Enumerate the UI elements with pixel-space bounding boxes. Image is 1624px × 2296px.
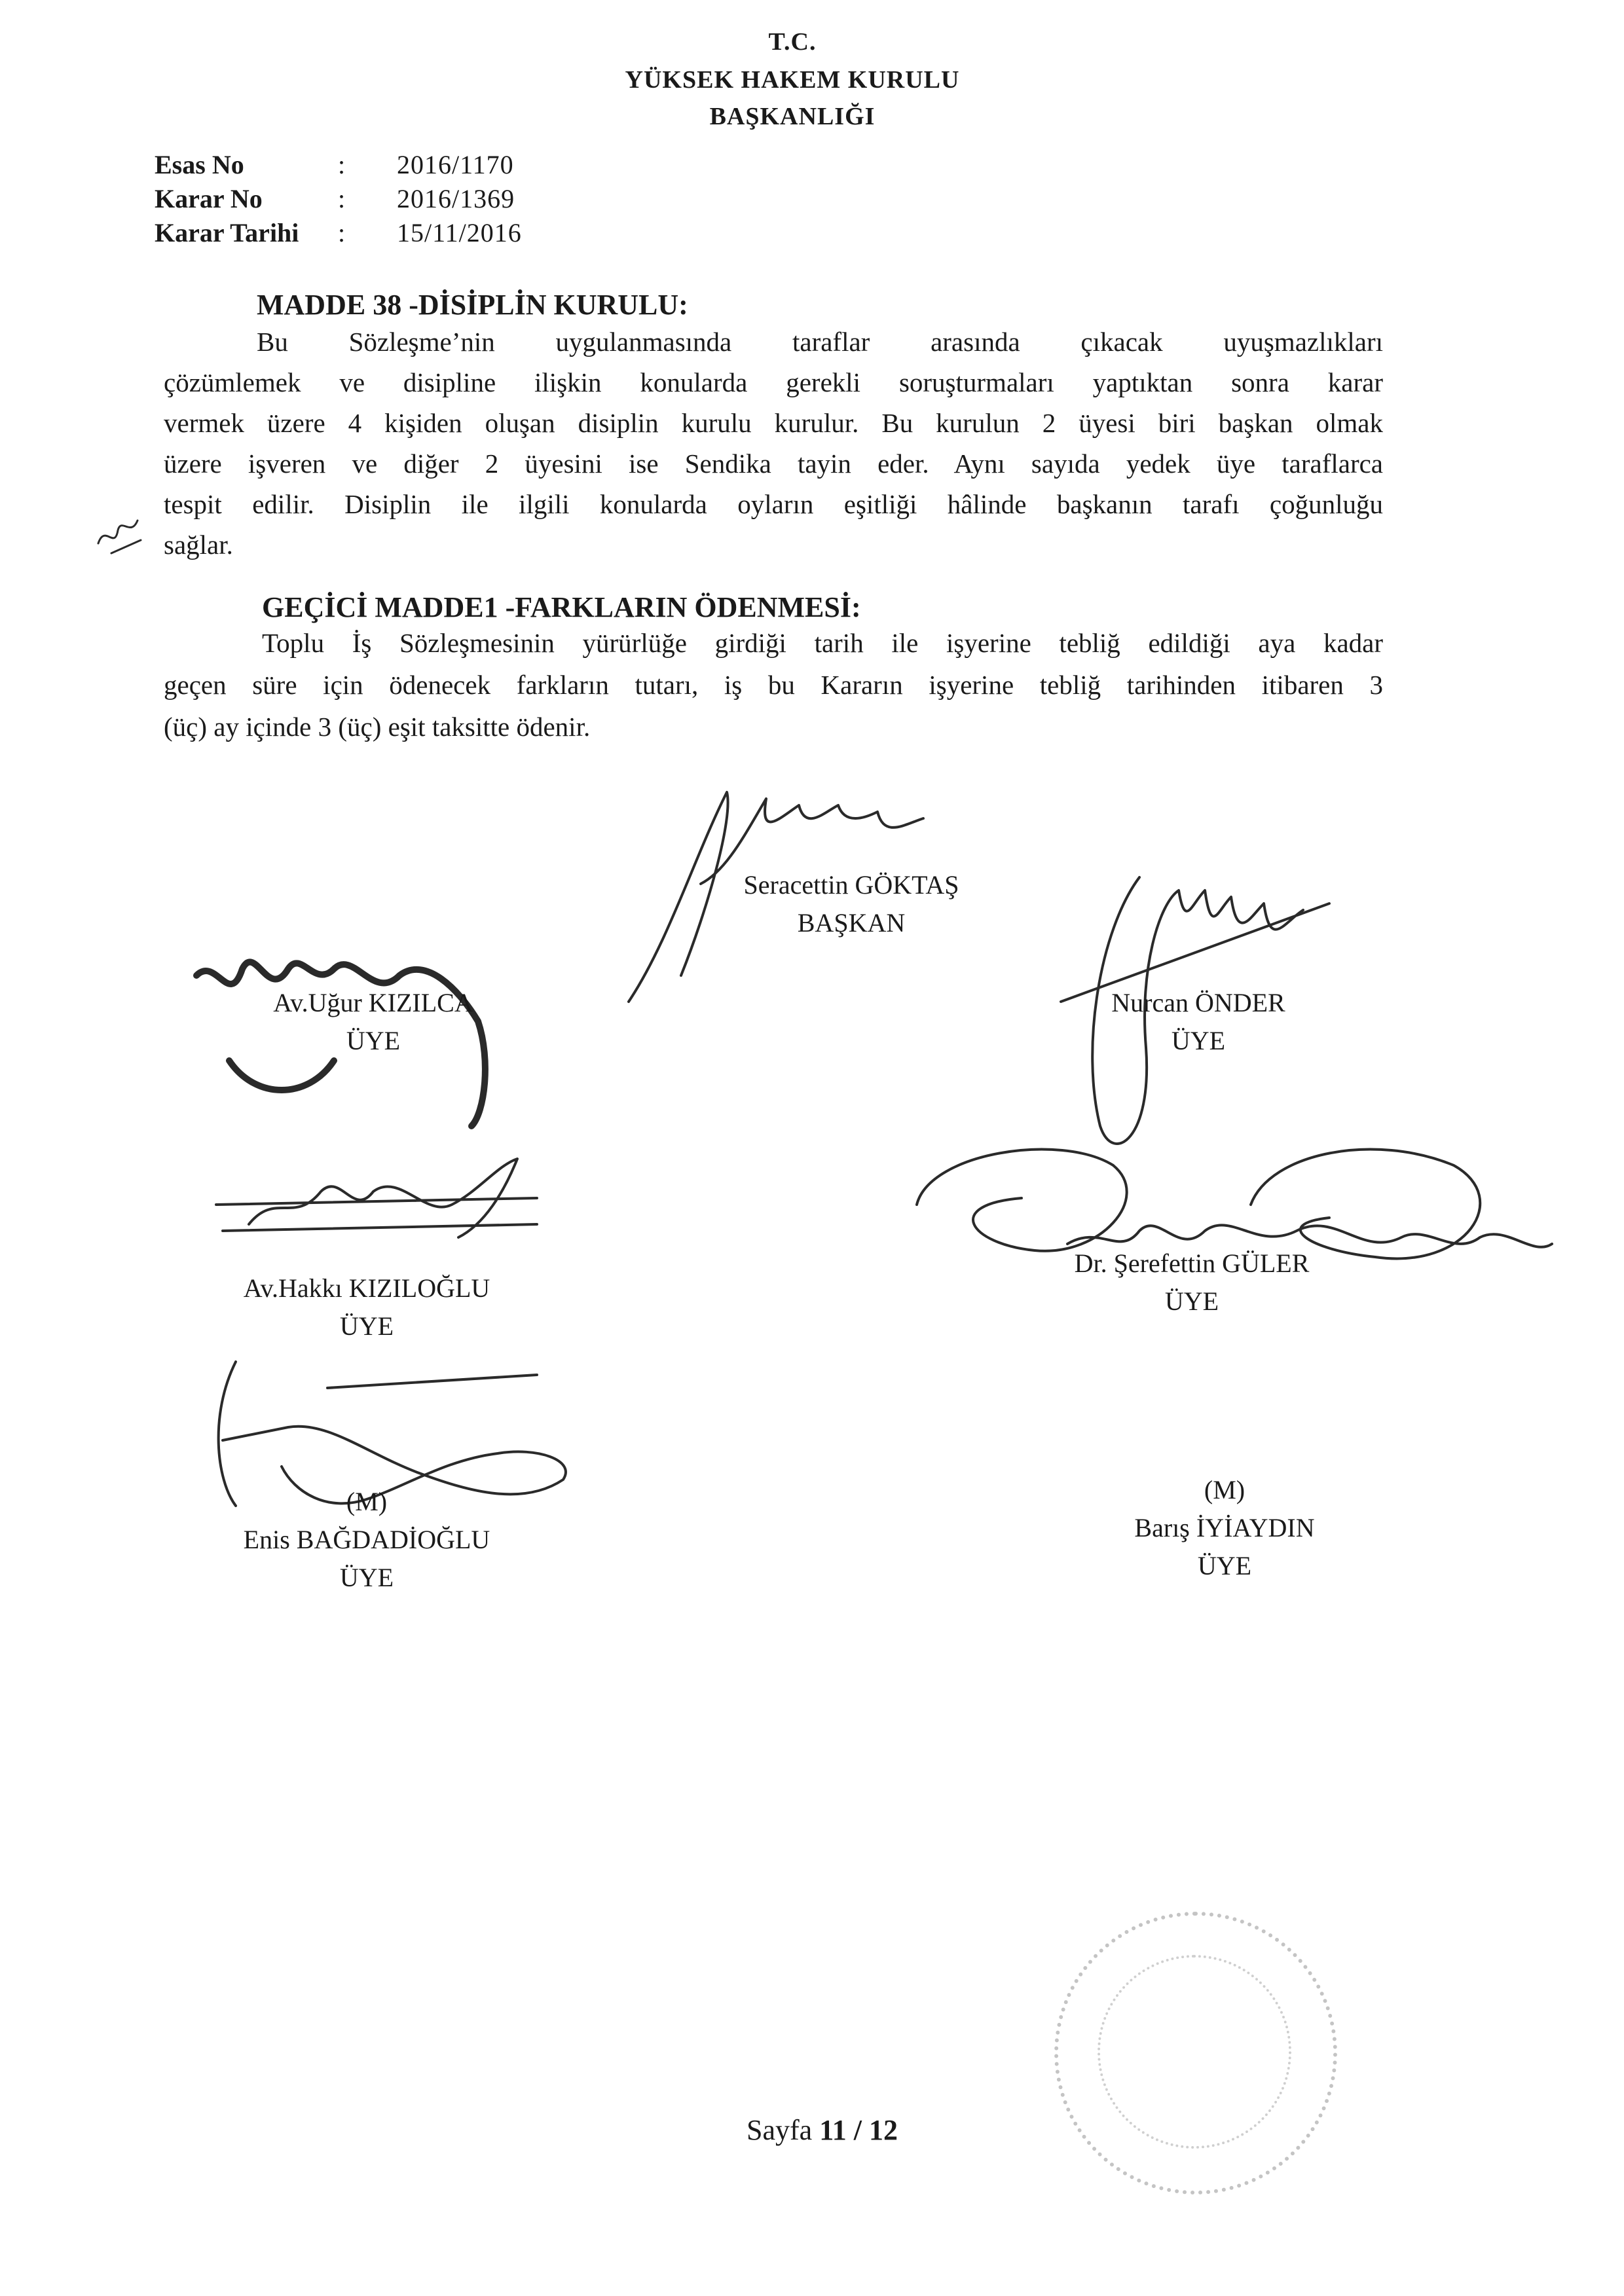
seal-stamp — [1054, 1912, 1337, 2195]
kizilca-role: ÜYE — [346, 1026, 401, 1055]
esas-no-value: 2016/1170 — [397, 150, 514, 179]
gecici-madde-title: GEÇİCİ MADDE1 -FARKLARIN ÖDENMESİ: — [262, 591, 861, 623]
madde-38-line-1: Bu Sözleşme’nin uygulanmasında taraflar arasında çıkacak uyuşmazlıkları — [257, 327, 1383, 357]
gecici-madde-line-1: Toplu İş Sözleşmesinin yürürlüğe girdiği tarih ile işyerine tebliğ edildiği aya kadar — [262, 628, 1383, 658]
iyiaydin-mark: (M) — [1204, 1475, 1246, 1504]
header-presidency: BAŞKANLIĞI — [709, 103, 876, 130]
onder-role: ÜYE — [1171, 1026, 1226, 1055]
onder-name: Nurcan ÖNDER — [1111, 988, 1285, 1017]
esas-no-colon: : — [338, 150, 346, 179]
madde-38-line-6: sağlar. — [164, 530, 233, 560]
bagdadioglu-name: Enis BAĞDADİOĞLU — [243, 1525, 490, 1554]
guler-name: Dr. Şerefettin GÜLER — [1074, 1248, 1310, 1278]
gecici-madde-line-3: (üç) ay içinde 3 (üç) eşit taksitte ödenir. — [164, 712, 591, 742]
karar-no-label: Karar No — [155, 184, 263, 213]
kiziloglu-role: ÜYE — [339, 1311, 394, 1341]
kiziloglu-name: Av.Hakkı KIZILOĞLU — [243, 1273, 490, 1303]
guler-role: ÜYE — [1164, 1286, 1219, 1316]
header-tc: T.C. — [768, 28, 817, 56]
iyiaydin-name: Barış İYİAYDIN — [1134, 1513, 1315, 1542]
seal-inner-ring — [1098, 1955, 1291, 2149]
karar-tarihi-colon: : — [338, 218, 346, 247]
karar-tarihi-label: Karar Tarihi — [155, 218, 299, 247]
bagdadioglu-mark: (M) — [346, 1487, 388, 1516]
margin-initials — [85, 504, 151, 563]
goktas-name: Seracettin GÖKTAŞ — [743, 870, 959, 900]
karar-tarihi-value: 15/11/2016 — [397, 218, 522, 247]
gecici-madde-line-2: geçen süre için ödenecek farkların tutarı, iş bu Kararın işyerine tebliğ tarihinden itibaren 3 — [164, 670, 1383, 700]
bagdadioglu-role: ÜYE — [339, 1563, 394, 1592]
page-prefix: Sayfa — [747, 2114, 820, 2146]
madde-38-line-5: tespit edilir. Disiplin ile ilgili konularda oyların eşitliği hâlinde başkanın tarafı çoğunluğu — [164, 489, 1383, 519]
iyiaydin-role: ÜYE — [1197, 1551, 1252, 1580]
page-count: 11 / 12 — [819, 2114, 898, 2146]
header-institution: YÜKSEK HAKEM KURULU — [625, 66, 960, 94]
esas-no-label: Esas No — [155, 150, 244, 179]
madde-38-line-3: vermek üzere 4 kişiden oluşan disiplin kurulu kurulur. Bu kurulun 2 üyesi biri başkan olmak — [164, 408, 1383, 438]
karar-no-colon: : — [338, 184, 346, 213]
madde-38-line-4: üzere işveren ve diğer 2 üyesini ise Sendika tayin eder. Aynı sayıda yedek üye taraflarca — [164, 448, 1383, 479]
signature-kiziloglu — [210, 1152, 550, 1250]
madde-38-line-2: çözümlemek ve disipline ilişkin konularda gerekli soruşturmaları yaptıktan sonra karar — [164, 367, 1383, 397]
kizilca-name: Av.Uğur KIZILCA — [273, 988, 473, 1017]
madde-38-title: MADDE 38 -DİSİPLİN KURULU: — [257, 289, 688, 321]
page-number — [747, 2113, 898, 2147]
goktas-role: BAŞKAN — [797, 908, 906, 938]
karar-no-value: 2016/1369 — [397, 184, 515, 213]
